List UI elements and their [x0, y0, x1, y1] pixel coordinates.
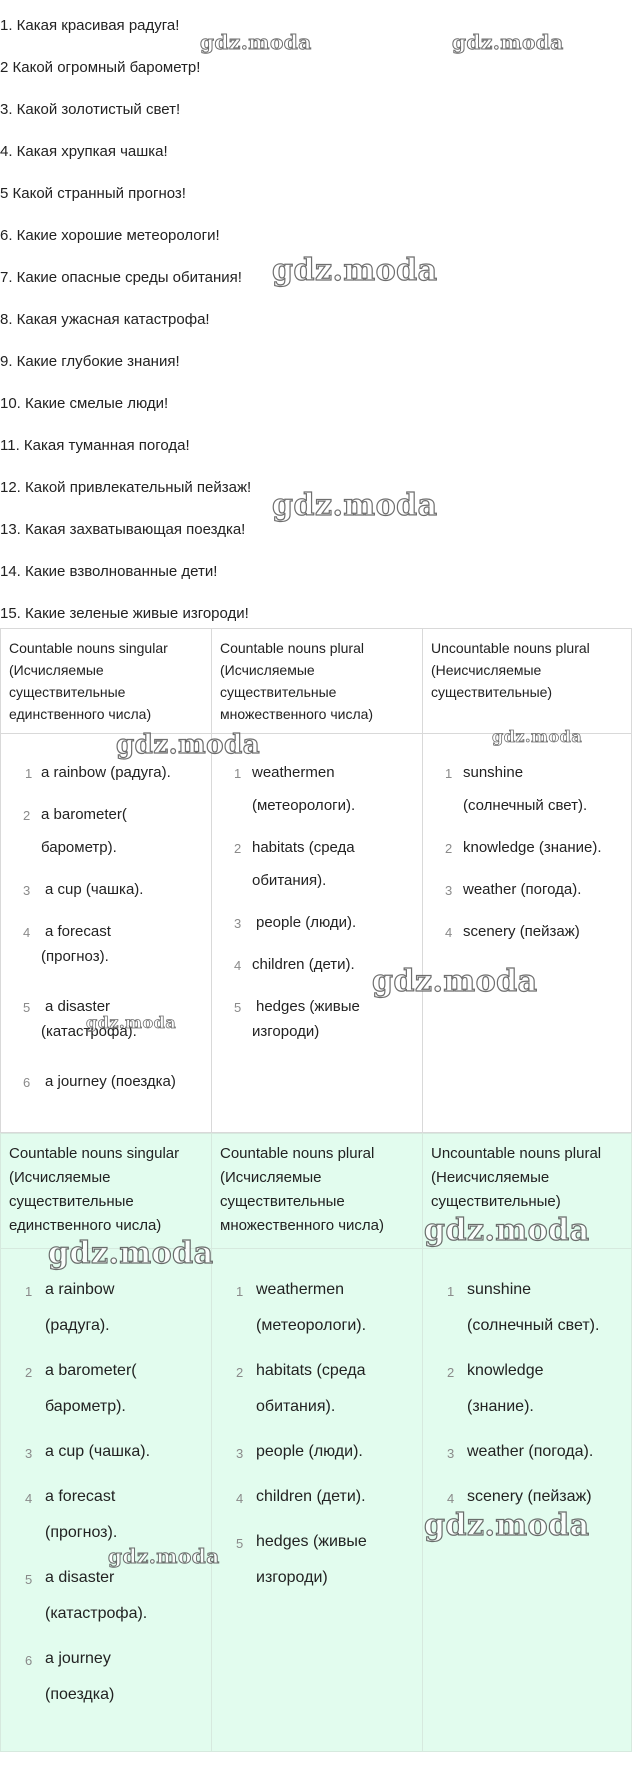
uncountable-column: 1 sunshine (солнечный свет). 2 knowledge (знание). 3 weather (погода). 4 scenery (пейзаж) [423, 734, 632, 1133]
sentence-6: 6. Какие хорошие метеорологи! [0, 227, 220, 244]
watermark: gdz.moda [272, 488, 438, 523]
sentence-9: 9. Какие глубокие знания! [0, 353, 180, 370]
watermark: gdz.moda [48, 1236, 214, 1271]
plural-column: 1 weathermen (метеорологи). 2 habitats (среда обитания). 3 people (люди). 4 children (дети). 5 hedges (живые изгороди) [212, 1249, 423, 1752]
watermark: gdz.moda [372, 964, 538, 999]
watermark: gdz.moda [272, 253, 438, 288]
watermark: gdz.moda [200, 30, 312, 54]
sentence-14: 14. Какие взволнованные дети! [0, 563, 218, 580]
watermark: gdz.moda [492, 727, 583, 746]
watermark: gdz.moda [452, 30, 564, 54]
singular-column: 1 a rainbow (радуга). 2 a barometer( барометр). 3 a cup (чашка). 4 a forecast (прогноз). 5 a disaster (катастрофа). 6 a journey (поездка) [1, 734, 212, 1133]
header-countable-singular: Countable nouns singular (Исчисляемые существительные единственного числа) [1, 629, 212, 734]
sentence-13: 13. Какая захватывающая поездка! [0, 521, 246, 538]
header-uncountable: Uncountable nouns plural (Неисчисляемые существительные) [423, 629, 632, 734]
sentence-4: 4. Какая хрупкая чашка! [0, 143, 168, 160]
watermark: gdz.moda [116, 730, 261, 760]
sentence-15: 15. Какие зеленые живые изгороди! [0, 605, 249, 622]
sentence-12: 12. Какой привлекательный пейзаж! [0, 479, 252, 496]
nouns-table-plain [0, 628, 632, 1133]
watermark: gdz.moda [108, 1544, 220, 1568]
singular-column: 1 a rainbow (радуга). 2 a barometer( барометр). 3 a cup (чашка). 4 a forecast (прогноз). 5 a disaster (катастрофа). 6 a journey (поездка) [1, 1249, 212, 1752]
header-countable-plural: Countable nouns plural (Исчисляемые существительные множественного числа) [212, 1134, 423, 1249]
nouns-table-green [0, 1133, 632, 1752]
sentence-1: 1. Какая красивая радуга! [0, 17, 180, 34]
header-uncountable: Uncountable nouns plural (Неисчисляемые существительные) [423, 1134, 632, 1249]
header-countable-singular: Countable nouns singular (Исчисляемые существительные единственного числа) [1, 1134, 212, 1249]
sentence-2: 2 Какой огромный барометр! [0, 59, 201, 76]
sentence-11: 11. Какая туманная погода! [0, 437, 190, 454]
uncountable-column: 1 sunshine (солнечный свет). 2 knowledge (знание). 3 weather (погода). 4 scenery (пейзаж) [423, 1249, 632, 1752]
sentence-10: 10. Какие смелые люди! [0, 395, 169, 412]
header-countable-plural: Countable nouns plural (Исчисляемые существительные множественного числа) [212, 629, 423, 734]
watermark: gdz.moda [86, 1013, 177, 1032]
sentence-5: 5 Какой странный прогноз! [0, 185, 186, 202]
sentence-8: 8. Какая ужасная катастрофа! [0, 311, 210, 328]
sentence-7: 7. Какие опасные среды обитания! [0, 269, 242, 286]
watermark: gdz.moda [424, 1213, 590, 1248]
sentence-3: 3. Какой золотистый свет! [0, 101, 181, 118]
watermark: gdz.moda [424, 1508, 590, 1543]
plural-column: 1 weathermen (метеорологи). 2 habitats (среда обитания). 3 people (люди). 4 children (дети). 5 hedges (живые изгороди) [212, 734, 423, 1133]
